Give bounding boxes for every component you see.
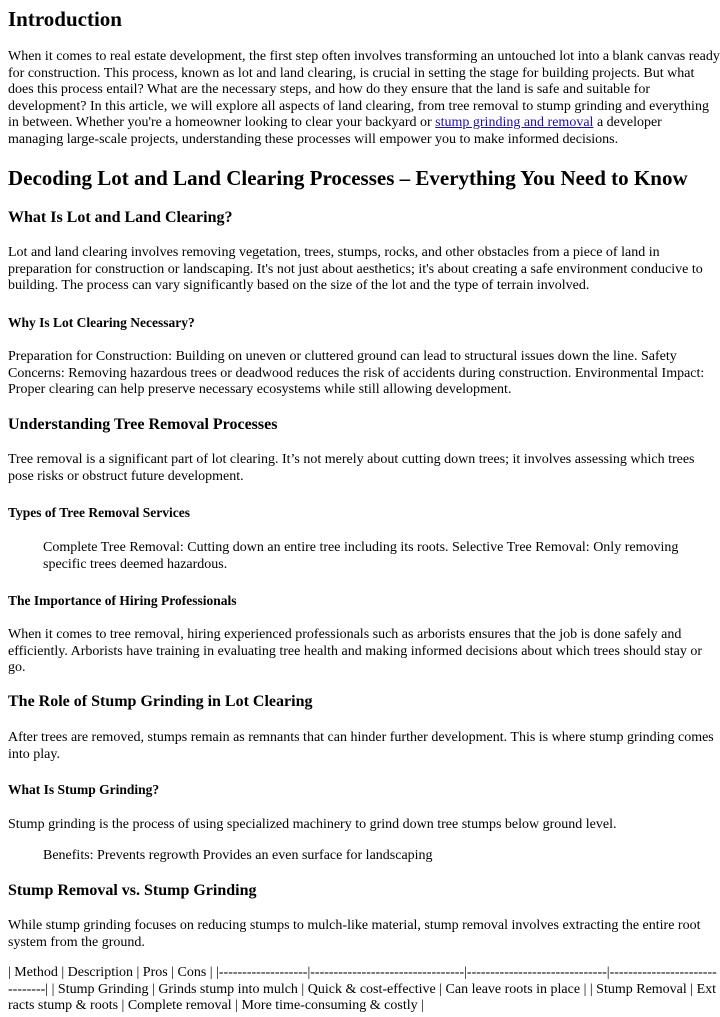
stump-grinding-heading: What Is Stump Grinding? bbox=[8, 782, 160, 797]
types-quote: Complete Tree Removal: Cutting down an entire tree including its roots. Selective Tree Removal: Only removing specific trees deemed hazardous. bbox=[43, 540, 679, 572]
professionals-heading: The Importance of Hiring Professionals bbox=[8, 593, 237, 608]
why-necessary-paragraph: Preparation for Construction: Building on uneven or cluttered ground can lead to structural issues down the line. Safety Concerns: Removing hazardous trees or deadwood reduces the risk of accidents during construction. Environmental Impact: Proper clearing can help preserve necessary ecosystems while still allowing development. bbox=[8, 349, 705, 397]
what-is-heading: What Is Lot and Land Clearing? bbox=[8, 209, 233, 226]
professionals-paragraph: When it comes to tree removal, hiring experienced professionals such as arborists ensures that the job is done safely and efficiently. Arborists have training in evaluating tree health and making informed decisions about which trees should stay or go. bbox=[8, 627, 702, 675]
tree-removal-heading: Understanding Tree Removal Processes bbox=[8, 416, 278, 433]
why-necessary-heading: Why Is Lot Clearing Necessary? bbox=[8, 315, 195, 330]
benefits-quote: Benefits: Prevents regrowth Provides an even surface for landscaping bbox=[43, 848, 433, 863]
intro-text-before-link: When it comes to real estate development, the first step often involves transforming an untouched lot into a blank canvas ready for construction. This process, known as lot and land clearing, is crucial in setting the stage for building projects. But what does this process entail? What are the necessary steps, and how do they ensure that the land is safe and suitable for development? In this article, we will explore all aspects of land clearing, from tree removal to stump grinding and everything in between. Whether you're a homeowner looking to clear your backyard or bbox=[8, 49, 720, 130]
what-is-paragraph: Lot and land clearing involves removing vegetation, trees, stumps, rocks, and other obstacles from a piece of land in preparation for construction or landscaping. It's not just about aesthetics; it's about creating a safe environment conducive to building. The process can vary significantly based on the size of the lot and the type of terrain involved. bbox=[8, 245, 703, 293]
tree-removal-paragraph: Tree removal is a significant part of lot clearing. It’s not merely about cutting down trees; it involves assessing which trees pose risks or obstruct future development. bbox=[8, 452, 695, 484]
intro-text-after-link: a developer managing large-scale projects, understanding these processes will empower you to make informed decisions. bbox=[8, 115, 662, 147]
vs-heading: Stump Removal vs. Stump Grinding bbox=[8, 882, 257, 899]
comparison-table-text: | Method | Description | Pros | Cons | |-------------------|---------------------------------|------------------------------|-------------------------------| | Stump Grinding | Grinds stump into mulch | Quick & cost-effective | Can leave roots in place | | Stump Removal | Extracts stump & roots | Complete removal | More time-consuming & costly | bbox=[8, 965, 717, 1013]
stump-grinding-link[interactable]: stump grinding and removal bbox=[435, 115, 594, 130]
intro-heading: Introduction bbox=[8, 7, 122, 31]
intro-paragraph bbox=[8, 49, 720, 148]
stump-role-paragraph: After trees are removed, stumps remain as remnants that can hinder further development. This is where stump grinding comes into play. bbox=[8, 730, 714, 762]
vs-paragraph: While stump grinding focuses on reducing stumps to mulch-like material, stump removal involves extracting the entire root system from the ground. bbox=[8, 918, 701, 950]
stump-role-heading: The Role of Stump Grinding in Lot Clearing bbox=[8, 693, 313, 710]
stump-grinding-paragraph: Stump grinding is the process of using specialized machinery to grind down tree stumps below ground level. bbox=[8, 817, 617, 832]
main-heading: Decoding Lot and Land Clearing Processes – Everything You Need to Know bbox=[8, 166, 688, 190]
types-heading: Types of Tree Removal Services bbox=[8, 505, 190, 520]
